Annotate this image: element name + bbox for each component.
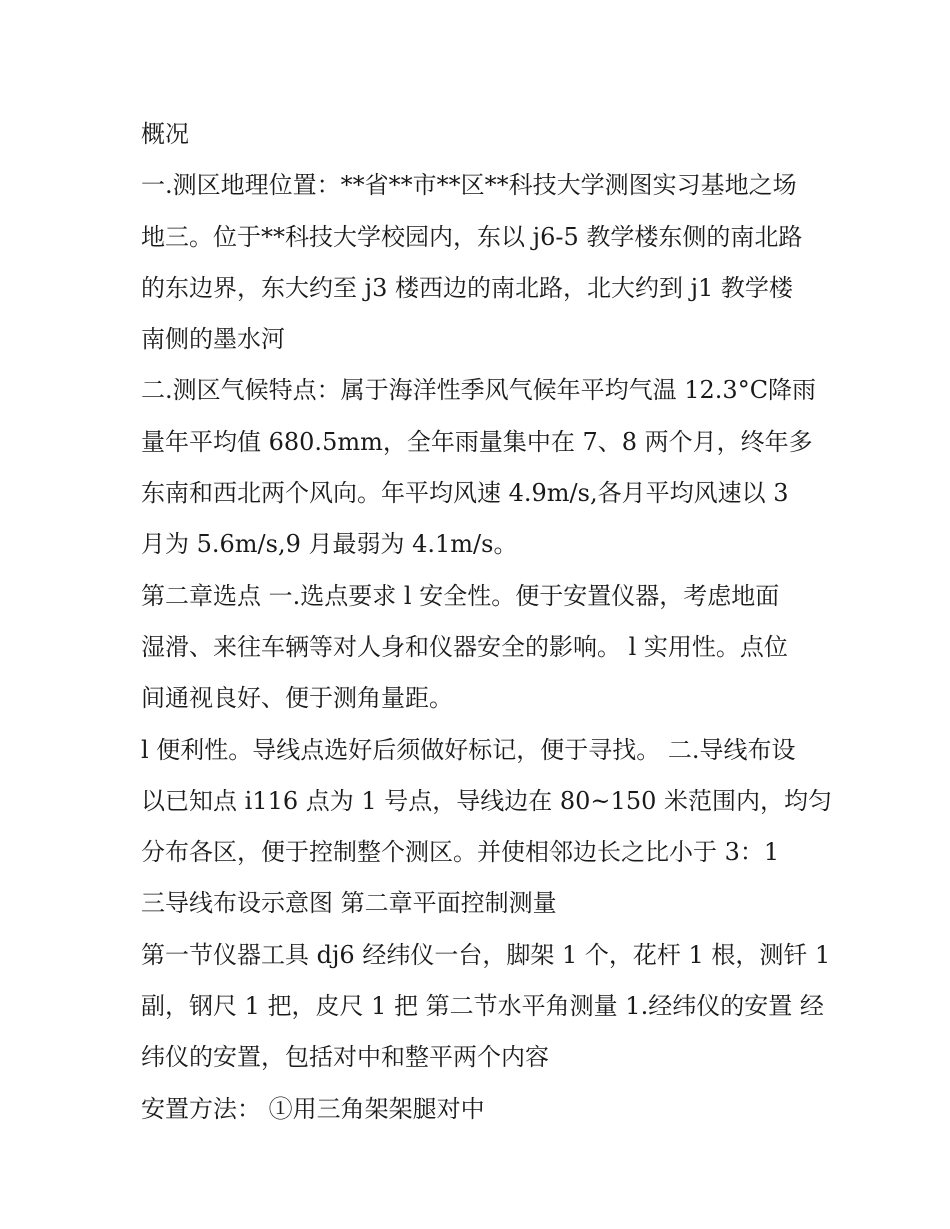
section-heading-overview: 概况 (141, 120, 189, 148)
paragraph-line: 的东边界，东大约至 j3 楼西边的南北路，北大约到 j1 教学楼 (141, 273, 793, 302)
paragraph-line: 南侧的墨水河 (141, 325, 285, 354)
paragraph-line: 分布各区，便于控制整个测区。并使相邻边长之比小于 3：1 (141, 838, 780, 867)
paragraph-line: 量年平均值 680.5mm，全年雨量集中在 7、8 两个月，终年多 (141, 427, 813, 456)
paragraph-line: 三导线布设示意图 第二章平面控制测量 (141, 889, 557, 918)
paragraph-line: 间通视良好、便于测角量距。 (141, 684, 453, 713)
paragraph-line: 纬仪的安置，包括对中和整平两个内容 (141, 1043, 549, 1072)
paragraph-line: 月为 5.6m/s,9 月最弱为 4.1m/s。 (141, 530, 518, 559)
paragraph-line: l 便利性。导线点选好后须做好标记，便于寻找。 二.导线布设 (141, 735, 796, 764)
paragraph-line: 第二章选点 一.选点要求 l 安全性。便于安置仪器，考虑地面 (141, 581, 780, 610)
paragraph-line: 湿滑、来往车辆等对人身和仪器安全的影响。 l 实用性。点位 (141, 632, 788, 661)
paragraph-line: 第一节仪器工具 dj6 经纬仪一台，脚架 1 个，花杆 1 根，测钎 1 (141, 940, 831, 969)
paragraph-line: 二.测区气候特点：属于海洋性季风气候年平均气温 12.3°C降雨 (141, 376, 817, 405)
paragraph-line: 以已知点 i116 点为 1 号点，导线边在 80~150 米范围内，均匀 (141, 786, 832, 815)
document-body (141, 109, 832, 1135)
paragraph-line: 副，钢尺 1 把，皮尺 1 把 第二节水平角测量 1.经纬仪的安置 经 (141, 992, 824, 1021)
paragraph-line: 地三。位于**科技大学校园内，东以 j6-5 教学楼东侧的南北路 (141, 222, 803, 251)
paragraph-line: 安置方法： ①用三角架架腿对中 (141, 1094, 485, 1123)
paragraph-line: 一.测区地理位置：**省**市**区**科技大学测图实习基地之场 (141, 171, 797, 200)
paragraph-line: 东南和西北两个风向。年平均风速 4.9m/s,各月平均风速以 3 (141, 479, 789, 508)
